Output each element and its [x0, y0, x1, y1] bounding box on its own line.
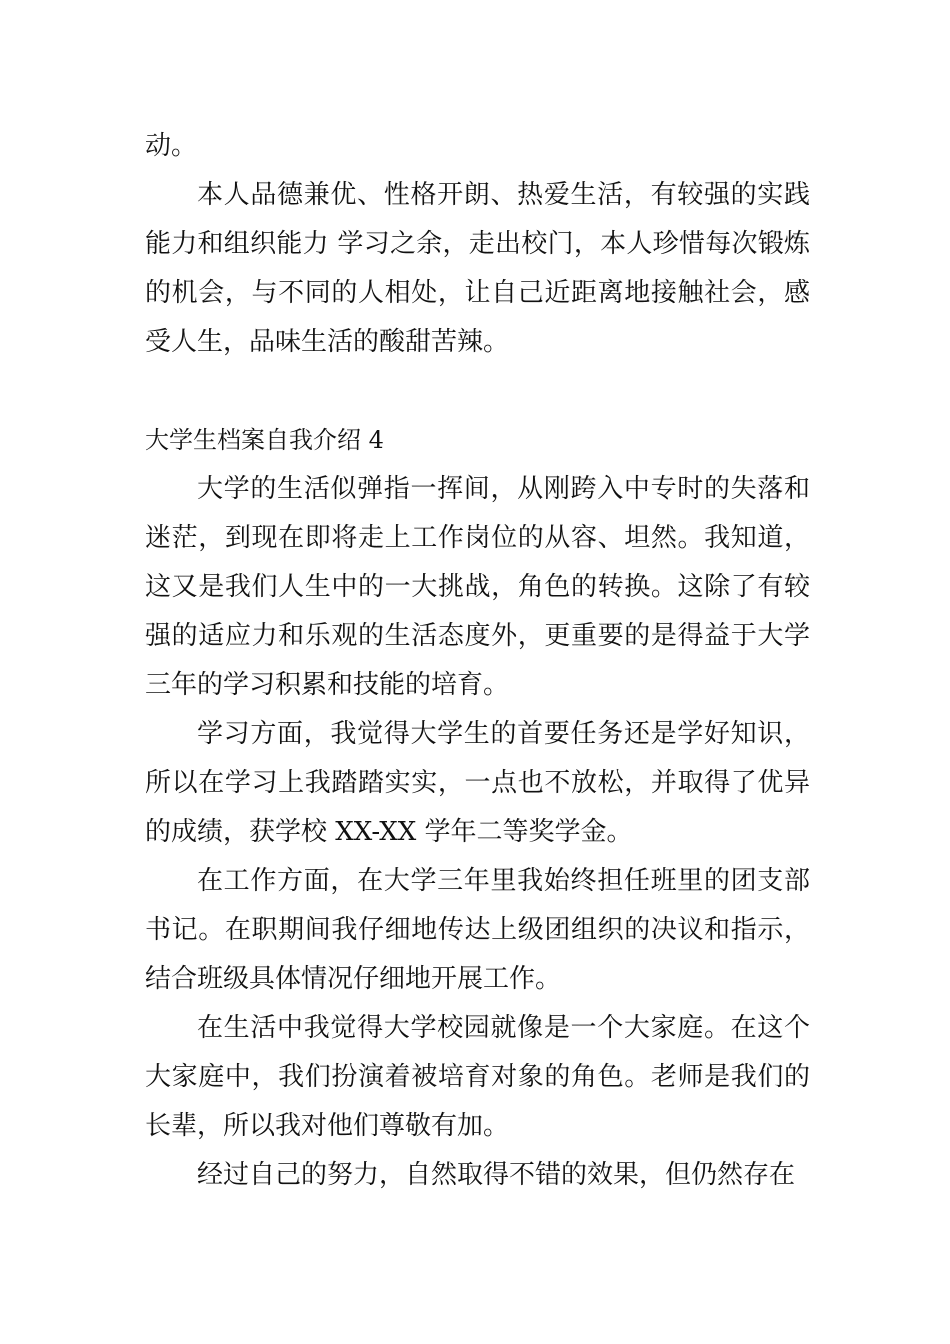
paragraph-work: 在工作方面，在大学三年里我始终担任班里的团支部书记。在职期间我仔细地传达上级团组织的决议和指示，结合班级具体情况仔细地开展工作。 — [145, 866, 810, 994]
section-heading: 大学生档案自我介绍 4 — [145, 426, 384, 454]
paragraph-life: 在生活中我觉得大学校园就像是一个大家庭。在这个大家庭中，我们扮演着被培育对象的角色。老师是我们的长辈，所以我对他们尊敬有加。 — [145, 1013, 810, 1141]
paragraph-character: 本人品德兼优、性格开朗、热爱生活，有较强的实践能力和组织能力 学习之余，走出校门，本人珍惜每次锻炼的机会，与不同的人相处，让自己近距离地接触社会，感受人生，品味生活的酸甜苦辣。 — [145, 180, 810, 357]
paragraph-continuation: 动。 — [145, 131, 198, 161]
paragraph-study: 学习方面，我觉得大学生的首要任务还是学好知识，所以在学习上我踏踏实实，一点也不放松，并取得了优异的成绩，获学校 XX-XX 学年二等奖学金。 — [145, 719, 810, 847]
paragraph-effort: 经过自己的努力，自然取得不错的效果，但仍然存在 — [197, 1160, 796, 1190]
paragraph-university-life: 大学的生活似弹指一挥间，从刚跨入中专时的失落和迷茫，到现在即将走上工作岗位的从容、坦然。我知道，这又是我们人生中的一大挑战，角色的转换。这除了有较强的适应力和乐观的生活态度外，更重要的是得益于大学三年的学习积累和技能的培育。 — [145, 474, 810, 700]
document-body — [145, 122, 810, 1200]
